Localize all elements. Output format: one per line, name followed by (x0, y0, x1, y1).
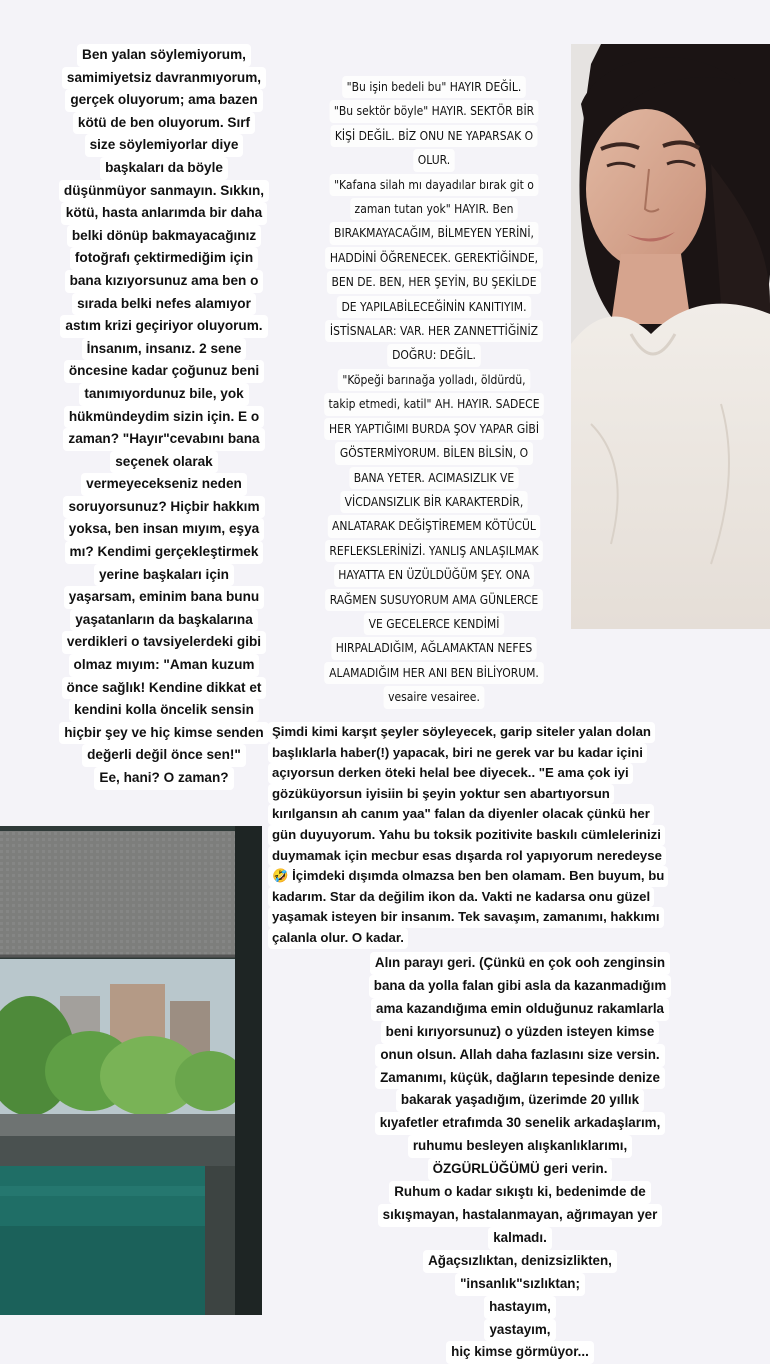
paragraph-two-line: bana da yolla falan gibi asla da kazanmadığım (369, 975, 671, 998)
paragraph-two-line: Ruhum o kadar sıkıştı ki, bedenimde de (389, 1181, 651, 1204)
paragraph-one-line: kırılgansın ah canım yaa" falan da diyenler olacak çünkü her (268, 804, 654, 825)
middle-text-line: REFLEKSLERİNİZİ. YANLIŞ ANLAŞILMAK (325, 540, 543, 562)
left-text-line: soruyorsunuz? Hiçbir hakkım (63, 496, 264, 519)
left-text-line: mı? Kendimi gerçekleştirmek (65, 541, 264, 564)
left-text-line: yoksa, ben insan mıyım, eşya (64, 518, 264, 541)
paragraph-two-line: ÖZGÜRLÜĞÜMÜ geri verin. (428, 1158, 613, 1181)
left-text-line: zaman? "Hayır"cevabını bana (63, 428, 264, 451)
paragraph-two-line: hastayım, (484, 1296, 556, 1319)
left-text-line: Ben yalan söylemiyorum, (77, 44, 251, 67)
paragraph-two-line: kalmadı. (488, 1227, 552, 1250)
middle-text-line: KİŞİ DEĞİL. BİZ ONU NE YAPARSAK O (330, 125, 537, 147)
middle-text-line: BEN DE. BEN, HER ŞEYİN, BU ŞEKİLDE (327, 271, 541, 293)
middle-text-line: "Bu sektör böyle" HAYIR. SEKTÖR BİR (329, 100, 538, 122)
left-text-line: İnsanım, insanız. 2 sene (82, 338, 247, 361)
left-text-line: gerçek oluyorum; ama bazen (65, 89, 262, 112)
paragraph-two-line: ama kazandığıma emin olduğunuz rakamlarla (371, 998, 669, 1021)
window-illustration (0, 826, 262, 1315)
left-text-line: bana kızıyorsunuz ama ben o (65, 270, 264, 293)
middle-text-line: "Köpeği barınağa yolladı, öldürdü, (338, 369, 530, 391)
paragraph-two-line: Zamanımı, küçük, dağların tepesinde denize (375, 1067, 665, 1090)
left-text-line: astım krizi geçiriyor oluyorum. (60, 315, 267, 338)
paragraph-two-line: beni kırıyorsunuz) o yüzden isteyen kimse (381, 1021, 660, 1044)
left-text-line: olmaz mıyım: "Aman kuzum (69, 654, 260, 677)
paragraph-one-line: duymamak için mecbur esas dışarda rol yapıyorum neredeyse (268, 846, 666, 867)
middle-text-line: VİCDANSIZLIK BİR KARAKTERDİR, (340, 491, 528, 513)
middle-text-line: DOĞRU: DEĞİL. (388, 344, 481, 366)
left-text-line: kendini kolla öncelik sensin (69, 699, 259, 722)
paragraph-two-line: onun olsun. Allah daha fazlasını size versin. (375, 1044, 664, 1067)
middle-text-line: HADDİNİ ÖĞRENECEK. GEREKTİĞİNDE, (325, 247, 542, 269)
middle-text-line: ANLATARAK DEĞİŞTİREMEM KÖTÜCÜL (328, 515, 541, 537)
middle-text-line: zaman tutan yok" HAYIR. Ben (350, 198, 518, 220)
left-text-line: önce sağlık! Kendine dikkat et (62, 677, 267, 700)
left-text-line: belki dönüp bakmayacağınız (67, 225, 261, 248)
middle-text-line: DE YAPILABİLECEĞİNİN KANITIYIM. (337, 296, 531, 318)
middle-text-line: "Kafana silah mı dayadılar bırak git o (330, 174, 539, 196)
middle-text-line: İSTİSNALAR: VAR. HER ZANNETTİĞİNİZ (325, 320, 542, 342)
window-view-photo (0, 826, 262, 1315)
left-text-line: samimiyetsiz davranmıyorum, (62, 67, 266, 90)
left-text-line: verdikleri o tavsiyelerdeki gibi (62, 631, 266, 654)
left-text-line: yerine başkaları için (94, 564, 234, 587)
left-text-column (18, 44, 310, 790)
middle-text-line: VE GECELERCE KENDİMİ (364, 613, 504, 635)
left-text-line: düşünmüyor sanmayın. Sıkkın, (59, 180, 269, 203)
middle-text-line: RAĞMEN SUSUYORUM AMA GÜNLERCE (325, 589, 543, 611)
paragraph-one-line: Şimdi kimi karşıt şeyler söyleyecek, garip siteler yalan dolan (268, 722, 655, 743)
middle-text-line: HIRPALADIĞIM, AĞLAMAKTAN NEFES (331, 637, 537, 659)
paragraph-one-line: kadarım. Star da değilim ikon da. Vakti ne kadarsa onu güzel (268, 887, 654, 908)
paragraph-two (280, 952, 760, 1364)
middle-text-line: HER YAPTIĞIMI BURDA ŞOV YAPAR GİBİ (324, 418, 543, 440)
left-text-line: fotoğrafı çektirmediğim için (70, 247, 258, 270)
paragraph-two-line: Alın parayı geri. (Çünkü en çok ooh zenginsin (370, 952, 670, 975)
middle-text-line: ALAMADIĞIM HER ANI BEN BİLİYORUM. (325, 662, 544, 684)
middle-text-line: GÖSTERMİYORUM. BİLEN BİLSİN, O (335, 442, 532, 464)
paragraph-one-line: gün duyuyorum. Yahu bu toksik pozitivite baskılı cümlelerinizi (268, 825, 665, 846)
left-text-line: başkaları da böyle (100, 157, 228, 180)
paragraph-one-line: yaşamak isteyen bir insanım. Tek savaşım, zamanımı, hakkımı (268, 907, 664, 928)
paragraph-two-line: ruhumu besleyen alışkanlıklarımı, (408, 1135, 632, 1158)
middle-text-line: vesaire vesairee. (384, 686, 485, 708)
middle-text-line: BIRAKMAYACAĞIM, BİLMEYEN YERİNİ, (330, 222, 539, 244)
left-text-line: öncesine kadar çoğunuz beni (64, 360, 264, 383)
paragraph-two-line: kıyafetler etrafımda 30 senelik arkadaşlarım, (375, 1112, 666, 1135)
portrait-illustration (571, 44, 770, 629)
left-text-line: seçenek olarak (110, 451, 218, 474)
middle-text-line: OLUR. (413, 149, 454, 171)
paragraph-two-line: bakarak yaşadığım, üzerimde 20 yıllık (396, 1089, 644, 1112)
paragraph-one-line: 🤣 İçimdeki dışımda olmazsa ben ben olamam. Ben buyum, bu (268, 866, 668, 887)
left-text-line: değerli değil önce sen!" (82, 744, 246, 767)
left-text-line: kötü de ben oluyorum. Sırf (73, 112, 255, 135)
paragraph-one (268, 722, 764, 949)
left-text-line: sırada belki nefes alamıyor (72, 293, 256, 316)
left-text-line: yaşatanların da başkalarına (70, 609, 258, 632)
middle-text-line: HAYATTA EN ÜZÜLDÜĞÜM ŞEY. ONA (334, 564, 535, 586)
paragraph-two-line: yastayım, (484, 1319, 555, 1342)
paragraph-two-line: "insanlık"sızlıktan; (455, 1273, 585, 1296)
paragraph-one-line: başlıklarla haber(!) yapacak, biri ne gerek var bu kadar içini (268, 743, 647, 764)
paragraph-one-line: çalanla olur. O kadar. (268, 928, 408, 949)
left-text-line: hükmündeydim sizin için. E o (64, 406, 264, 429)
left-text-line: yaşarsam, eminim bana bunu (64, 586, 264, 609)
middle-text-column (318, 76, 550, 711)
left-text-line: kötü, hasta anlarımda bir daha (61, 202, 267, 225)
paragraph-two-line: sıkışmayan, hastalanmayan, ağrımayan yer (378, 1204, 663, 1227)
middle-text-line: takip etmedi, katil" AH. HAYIR. SADECE (324, 393, 544, 415)
left-text-line: Ee, hani? O zaman? (94, 767, 233, 790)
paragraph-two-line: Ağaçsızlıktan, denizsizlikten, (423, 1250, 617, 1273)
left-text-line: hiçbir şey ve hiç kimse senden (59, 722, 268, 745)
middle-text-line: BANA YETER. ACIMASIZLIK VE (349, 467, 519, 489)
middle-text-line: "Bu işin bedeli bu" HAYIR DEĞİL. (342, 76, 526, 98)
portrait-photo (571, 44, 770, 629)
paragraph-one-line: açıyorsun derken öteki helal bee diyecek.. "E ama çok iyi (268, 763, 633, 784)
paragraph-two-line: hiç kimse görmüyor... (446, 1341, 594, 1364)
left-text-line: vermeyecekseniz neden (81, 473, 247, 496)
left-text-line: tanımıyordunuz bile, yok (79, 383, 248, 406)
left-text-line: size söylemiyorlar diye (85, 134, 244, 157)
paragraph-one-line: gözüküyorsun iyisiin bi şeyin yoktur sen abartıyorsun (268, 784, 614, 805)
